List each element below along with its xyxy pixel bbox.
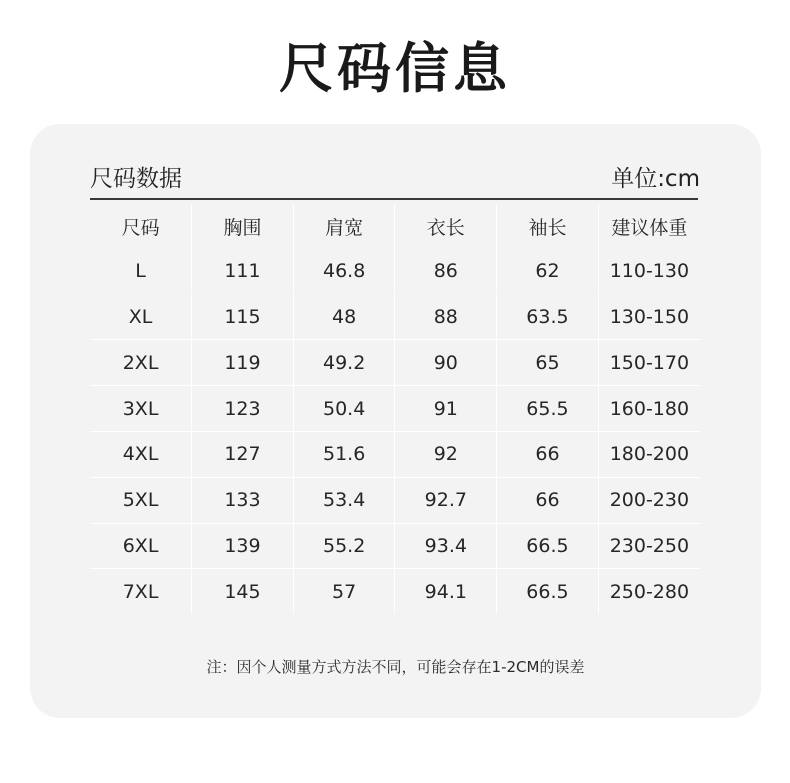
table-cell: 7XL [90,569,192,614]
table-cell: 53.4 [293,477,395,523]
table-header-row [90,204,700,249]
table-row [90,523,700,569]
table-cell: 46.8 [293,249,395,294]
table-cell: 2XL [90,340,192,386]
table-cell: 230-250 [598,523,700,569]
column-header-length: 衣长 [395,204,497,249]
table-cell: 123 [192,386,294,432]
table-cell: 133 [192,477,294,523]
table-cell: 4XL [90,431,192,477]
table-cell: 66 [497,477,599,523]
table-cell: 51.6 [293,431,395,477]
table-row [90,249,700,294]
table-cell: 63.5 [497,294,599,340]
table-cell: 65 [497,340,599,386]
table-cell: 139 [192,523,294,569]
table-cell: 111 [192,249,294,294]
table-cell: 86 [395,249,497,294]
table-cell: 88 [395,294,497,340]
table-cell: 6XL [90,523,192,569]
size-info-card [30,124,761,718]
table-cell: 3XL [90,386,192,432]
table-cell: 62 [497,249,599,294]
table-cell: 200-230 [598,477,700,523]
column-header-weight: 建议体重 [611,216,688,239]
table-cell: L [90,249,192,294]
table-cell: 92 [395,431,497,477]
table-cell: 130-150 [598,294,700,340]
table-cell: 55.2 [293,523,395,569]
table-cell: 66 [497,431,599,477]
table-row [90,294,700,340]
table-cell: XL [90,294,192,340]
table-row [90,386,700,432]
table-cell: 65.5 [497,386,599,432]
page-title: 尺码信息 [279,37,511,100]
table-cell: 90 [395,340,497,386]
measurement-note: 注：因个人测量方式方法不同，可能会存在1-2CM的误差 [206,658,585,676]
table-row [90,340,700,386]
card-title: 尺码数据 [90,166,182,192]
table-cell: 145 [192,569,294,614]
table-cell: 115 [192,294,294,340]
table-cell: 180-200 [598,431,700,477]
table-row [90,431,700,477]
size-table [90,204,700,614]
table-cell: 92.7 [395,477,497,523]
table-cell: 110-130 [598,249,700,294]
column-header-sleeve: 袖长 [497,204,599,249]
column-header-shoulder: 肩宽 [293,204,395,249]
header-divider [90,198,698,200]
table-row [90,477,700,523]
table-cell: 250-280 [609,580,690,603]
unit-label: 单位:cm [611,166,700,192]
table-cell: 49.2 [293,340,395,386]
column-header-size: 尺码 [90,204,192,249]
table-cell: 5XL [90,477,192,523]
table-cell: 50.4 [293,386,395,432]
table-cell: 66.5 [497,523,599,569]
table-cell: 119 [192,340,294,386]
table-cell: 57 [293,569,395,614]
table-cell: 91 [395,386,497,432]
table-cell: 127 [192,431,294,477]
table-cell: 160-180 [598,386,700,432]
table-cell: 150-170 [598,340,700,386]
table-cell: 94.1 [395,569,497,614]
column-header-chest: 胸围 [192,204,294,249]
table-row [90,569,700,614]
table-cell: 48 [293,294,395,340]
card-header [90,160,700,200]
table-cell: 66.5 [497,569,599,614]
table-cell: 93.4 [395,523,497,569]
